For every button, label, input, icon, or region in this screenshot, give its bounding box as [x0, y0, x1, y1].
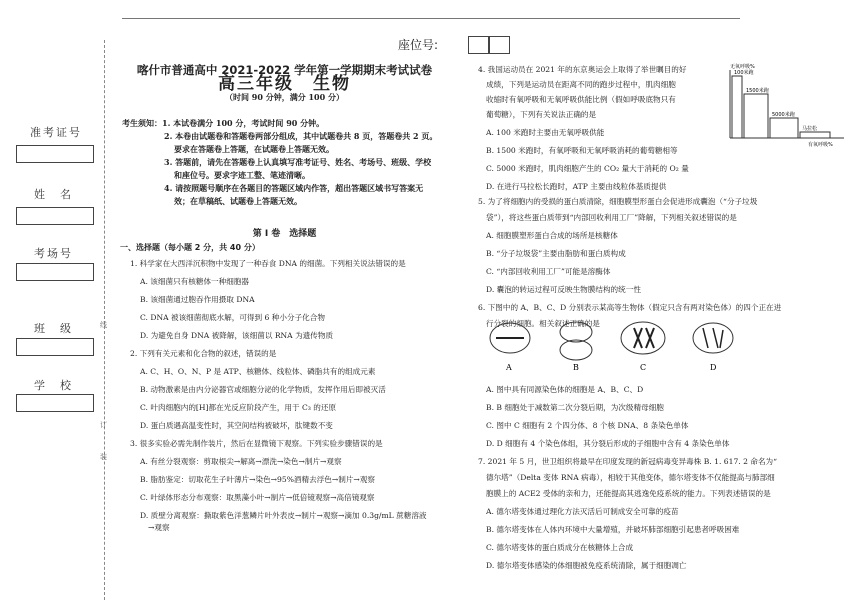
option-line: C. 叶绿体形态分布观察：取黑藻小叶→制片→低倍镜观察→高倍镜观察	[140, 493, 375, 502]
cell-c-chromosomes	[634, 328, 654, 348]
option-line: A. 100 米跑时主要由无氧呼吸供能	[486, 128, 605, 137]
cell-b-top	[560, 322, 592, 342]
cell-d	[693, 323, 733, 353]
option-line: D. 囊泡的转运过程可反映生物膜结构的统一性	[486, 285, 641, 294]
question-line: 葡萄糖），下列有关说法正确的是	[486, 110, 597, 119]
chart-bar	[744, 94, 768, 138]
chart-bar	[770, 118, 798, 138]
school-field[interactable]	[16, 394, 94, 412]
question-line: 袋”），将这些蛋白质带到“内部回收利用工厂”降解，下列相关叙述错误的是	[486, 213, 737, 222]
room-field[interactable]	[16, 263, 94, 281]
question-line: 1. 科学家在大西洋沉积物中发现了一种吞食 DNA 的细菌。下列相关说法错误的是	[130, 259, 406, 268]
question-line: 5. 为了将细胞内的受损的蛋白质清除，细胞膜型形蛋白会促进形成囊泡（“分子垃圾	[478, 197, 758, 206]
questions-left	[130, 258, 460, 534]
section-subtitle: 一、选择题（每小题 2 分，共 40 分）	[120, 243, 260, 252]
option-line: A. 德尔塔变体通过理化方法灭活后可制成安全可靠的疫苗	[486, 507, 679, 516]
label-exam-id: 准考证号	[30, 126, 82, 139]
grade-subject: 高三年级 生物	[218, 74, 351, 94]
question-line: 3. 很多实验必需先制作装片，然后在显微镜下观察。下列实验步骤错误的是	[130, 439, 383, 448]
chart-bar-label: 5000米跑	[772, 112, 795, 118]
cell-b-bottom	[560, 340, 592, 360]
notice-line: 2. 本卷由试题卷和答题卷两部分组成，其中试题卷共 8 页，答题卷共 2 页。	[164, 131, 438, 141]
notice-line: 考生须知：1. 本试卷满分 100 分，考试时间 90 分钟。	[122, 118, 325, 128]
dash-mark: 线	[100, 321, 107, 329]
school-title: 喀什市普通高中 2021-2022 学年第一学期期末考试试卷	[136, 63, 433, 77]
option-line: A. C、H、O、N、P 是 ATP、核糖体、线粒体、磷脂共有的组成元素	[140, 367, 376, 376]
option-line: D. D 细胞有 4 个染色体组，其分裂后形成的子细胞中含有 4 条染色单体	[486, 439, 730, 448]
notice-block	[122, 117, 467, 208]
option-line: B. 该细菌通过胞吞作用摄取 DNA	[140, 295, 255, 304]
notice-line: 效；在草稿纸、试题卷上答题无效。	[174, 196, 302, 206]
option-line: →观察	[148, 523, 170, 532]
option-line: B. 动物激素是由内分泌器官或细胞分泌的化学物质，发挥作用后即被灭活	[140, 385, 386, 394]
question-4	[478, 64, 728, 193]
question-line: 2. 下列有关元素和化合物的叙述，错误的是	[130, 349, 277, 358]
option-line: B. 脂肪鉴定：切取花生子叶薄片→染色→95%酒精去浮色→制片→观察	[140, 475, 375, 484]
chart-xlabel: 有氧呼吸%	[808, 142, 833, 148]
option-line: A. 图中具有同源染色体的细胞是 A、B、C、D	[486, 385, 644, 394]
question-line: 德尔塔”（Delta 变体 RNA 病毒），相较于其他变体，德尔塔变体不仅能提高与肺部细	[486, 473, 775, 482]
section-title: 第 Ⅰ 卷 选择题	[252, 229, 317, 239]
chart-bar-label: 马拉松	[802, 126, 818, 132]
cell-c	[621, 322, 665, 354]
notice-line: 和座位号。要求字迹工整、笔迹清晰。	[174, 170, 310, 180]
option-line: D. 在进行马拉松长跑时，ATP 主要由线粒体基质提供	[486, 182, 667, 191]
option-line: B. B 细胞处于减数第二次分裂后期，为次级精母细胞	[486, 403, 664, 412]
chart-bar	[732, 76, 742, 138]
name-field[interactable]	[16, 207, 94, 225]
chart-ylabel: 无氧呼吸%	[730, 64, 755, 70]
label-school: 学 校	[34, 379, 73, 392]
option-line: C. 叶肉细胞内的[H]都在光反应阶段产生，用于 C₃ 的还原	[140, 403, 337, 412]
cell-label-b: B	[573, 363, 579, 372]
cell-label-c: C	[640, 363, 647, 372]
notice-line: 要求在答题卷上答题，在试题卷上答题无效。	[174, 144, 334, 154]
cell-d-chromosomes	[703, 328, 723, 348]
label-class: 班 级	[34, 322, 73, 335]
option-line: B. 德尔塔变体在人体内环境中大量增殖，并破坏肺部细胞引起患者呼吸困难	[486, 525, 740, 534]
dash-mark: 订	[100, 421, 107, 429]
question-line: 4. 我国运动员在 2021 年的东京奥运会上取得了举世瞩目的好	[478, 65, 687, 74]
question-line: 行分裂的细胞。相关叙述正确的是	[486, 319, 600, 328]
question-line: 6. 下图中的 A、B、C、D 分别表示某高等生物体（假定只含有两对染色体）的四个正在进	[478, 303, 782, 312]
option-line: C. 德尔塔变体的蛋白质成分在核糖体上合成	[486, 543, 634, 552]
label-room: 考场号	[34, 247, 73, 260]
option-line: C. 5000 米跑时，肌肉细胞产生的 CO₂ 量大于消耗的 O₂ 量	[486, 164, 689, 173]
question-line: 成绩，下列是运动员在距离不同的跑步过程中，肌肉细胞	[486, 80, 676, 89]
option-line: A. 有丝分裂观察：剪取根尖→解离→漂洗→染色→制片→观察	[140, 457, 342, 466]
notice-line: 4. 请按照题号顺序在各题目的答题区域内作答，超出答题区域书写答案无	[164, 183, 424, 193]
option-line: D. 蛋白质遇高温变性时，其空间结构被破坏，肽键数不变	[140, 421, 333, 430]
option-line: C. “内部回收利用工厂”可能是溶酶体	[486, 267, 611, 276]
label-name: 姓 名	[34, 188, 73, 201]
chart-bar-label: 100米跑	[734, 70, 754, 76]
option-line: D. 质壁分离观察：撕取紫色洋葱鳞片叶外表皮→制片→观察→滴加 0.3g/mL 蔗糖溶液	[140, 511, 427, 520]
exam-id-field[interactable]	[16, 145, 94, 163]
seat-box-2[interactable]	[489, 36, 510, 54]
option-line: B. 1500 米跑时，有氧呼吸和无氧呼吸消耗的葡萄糖相等	[486, 146, 678, 155]
top-rule	[122, 18, 740, 19]
option-line: D. 德尔塔变体感染的体细胞被免疫系统清除，属于细胞凋亡	[486, 561, 687, 570]
option-line: B. “分子垃圾袋”主要由脂肪和蛋白质构成	[486, 249, 626, 258]
class-field[interactable]	[16, 338, 94, 356]
option-line: C. 图中 C 细胞有 2 个四分体、8 个核 DNA、8 条染色单体	[486, 421, 689, 430]
cell-label-d: D	[710, 363, 717, 372]
question-line: 胞膜上的 ACE2 受体的亲和力，还能提高其逃逸免疫系统的能力。下列表述错误的是	[486, 489, 771, 498]
question-line: 收缩时有氧呼吸和无氧呼吸供能比例（假如呼吸底物只有	[486, 95, 676, 104]
notice-line: 3. 答题前，请先在答题卷上认真填写准考证号、姓名、考场号、班级、学校	[164, 157, 432, 167]
chart-bar	[800, 132, 830, 138]
option-line: C. DNA 被该细菌彻底水解，可得到 6 种小分子化合物	[140, 313, 325, 322]
question-5-6	[478, 196, 848, 330]
question-line: 7. 2021 年 5 月，世卫组织将最早在印度发现的新冠病毒变异毒株 B. 1. 617. 2 命名为“	[478, 457, 778, 466]
respiration-chart	[712, 62, 850, 150]
option-line: A. 该细菌只有核糖体一种细胞器	[140, 277, 250, 286]
time-score: （时间 90 分钟，满分 100 分）	[225, 92, 344, 102]
cell-division-figure	[488, 318, 738, 378]
option-line: D. 为避免自身 DNA 被降解，该细菌以 RNA 为遗传物质	[140, 331, 334, 340]
seat-label: 座位号:	[398, 38, 439, 52]
seat-box-1[interactable]	[468, 36, 489, 54]
chart-bar-label: 1500米跑	[746, 88, 769, 94]
question-6-7	[478, 384, 848, 572]
cell-label-a: A	[506, 363, 512, 372]
option-line: A. 细胞膜塑形蛋白合成的场所是核糖体	[486, 231, 618, 240]
dash-mark: 装	[100, 453, 107, 461]
